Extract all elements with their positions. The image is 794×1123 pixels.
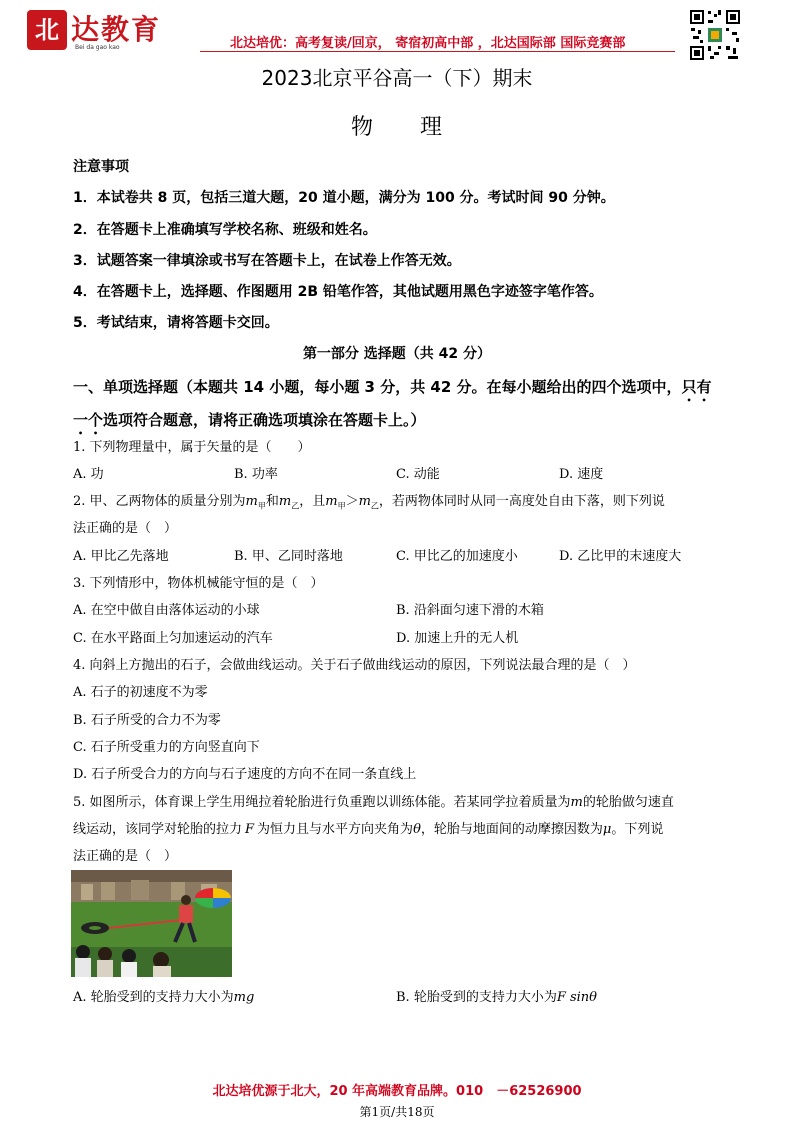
tire-training-photo [71,870,232,977]
header-rule [200,51,675,52]
q5-text-2c: ，轮胎与地面间的动摩擦因数为 [420,822,603,837]
logo-subtext: Bei da gao kao [75,44,120,51]
q2-option-c: C. 甲比乙的加速度小 [396,549,518,564]
q5-option-a-math: mg [233,990,255,1005]
q3-option-b: B. 沿斜面匀速下滑的木箱 [396,603,544,618]
footer-promo: 北达培优源于北大，20 年高端教育品牌。010 －62526900 [212,1084,582,1099]
q2-sub-yi: 乙 [291,501,300,511]
note-item-5: 5．考试结束，请将答题卡交回。 [73,315,279,331]
q4-option-c: C. 石子所受重力的方向竖直向下 [73,740,260,755]
section-emphasis-2: 有一个 [73,378,712,429]
qr-code-icon [688,8,742,62]
q5-option-b-math: F sinθ [556,990,598,1005]
q2-comma: ，且 [299,494,326,509]
q2-stem-line1 [73,490,665,512]
q3-stem: 3. 下列情形中，物体机械能守恒的是（ ） [73,576,324,591]
q5-stem-line3: 法正确的是（ ） [73,849,178,864]
section-heading-pre: 一、单项选择题（本题共 14 小题，每小题 3 分，共 42 分。在每小题给出的四个选项中， [73,378,682,396]
q2-sub-yi-2: 乙 [370,501,379,511]
q5-text-2a: 线运动，该同学对轮胎的拉力 [73,822,243,837]
q5-var-f: F [245,822,255,837]
q5-var-mu: μ [602,822,612,837]
subject-title: 物 理 [350,115,443,140]
q5-stem-line1 [73,791,674,810]
q3-option-c: C. 在水平路面上匀加速运动的汽车 [73,631,273,646]
q5-text-1a: 5. 如图所示，体育课上学生用绳拉着轮胎进行负重跑以训练体能。若某同学拉着质量为 [73,795,571,810]
q1-stem: 1. 下列物理量中，属于矢量的是（ ） [73,440,311,455]
q2-text-rest: ，若两物体同时从同一高度处自由下落，则下列说 [378,494,665,509]
q5-var-m: m [570,795,583,810]
page-number: 第1页/共18页 [359,1105,435,1119]
q2-gt: ＞ [345,494,359,509]
q2-text-1: 2. 甲、乙两物体的质量分别为 [73,494,246,509]
q2-sub-jia: 甲 [257,501,266,511]
q2-option-a: A. 甲比乙先落地 [73,549,169,564]
q5-option-b [396,986,597,1005]
q5-text-2b: 为恒力且与水平方向夹角为 [257,822,414,837]
q4-option-d: D. 石子所受合力的方向与石子速度的方向不在同一条直线上 [73,767,417,782]
q5-stem-line2 [73,818,663,837]
note-item-3: 3．试题答案一律填涂或书写在答题卡上，在试卷上作答无效。 [73,253,461,269]
section-heading [73,372,723,438]
q2-m-jia: m [245,494,258,509]
q2-and: 和 [265,494,279,509]
note-item-4: 4．在答题卡上，选择题、作图题用 2B 铅笔作答，其他试题用黑色字迹签字笔作答。 [73,284,603,300]
q4-option-b: B. 石子所受的合力不为零 [73,713,221,728]
exam-title: 2023北京平谷高一（下）期末 [261,66,533,90]
logo-text: 达教育 [71,13,162,46]
q1-option-d: D. 速度 [559,467,604,482]
q2-m-yi: m [278,494,292,509]
q5-option-a-text: A. 轮胎受到的支持力大小为 [73,990,234,1005]
note-item-2: 2．在答题卡上准确填写学校名称、班级和姓名。 [73,222,377,238]
q1-option-b: B. 功率 [234,467,278,482]
q5-text-2d: 。下列说 [611,822,664,837]
q5-option-a [73,986,254,1005]
q4-option-a: A. 石子的初速度不为零 [73,685,208,700]
q5-var-theta: θ [413,822,421,837]
q4-stem: 4. 向斜上方抛出的石子，会做曲线运动。关于石子做曲线运动的原因，下列说法最合理的是（ ） [73,658,636,673]
logo-seal-mark: 北 [27,10,67,50]
note-item-1: 1．本试卷共 8 页，包括三道大题，20 道小题，满分为 100 分。考试时间 90 分钟。 [73,190,615,206]
q2-sub-jia-2: 甲 [337,501,346,511]
q1-option-c: C. 动能 [396,467,440,482]
notes-heading: 注意事项 [73,159,129,175]
q3-option-d: D. 加速上升的无人机 [396,631,519,646]
brand-logo [27,8,197,53]
q2-option-b: B. 甲、乙同时落地 [234,549,343,564]
q2-m-jia-2: m [325,494,338,509]
part-heading: 第一部分 选择题（共 42 分） [302,346,492,362]
q3-option-a: A. 在空中做自由落体运动的小球 [73,603,260,618]
header-slogan: 北达培优：高考复读/回京， 寄宿初高中部 ，北达国际部 国际竞赛部 [230,36,626,51]
section-heading-post: 选项符合题意，请将正确选项填涂在答题卡上。） [103,411,426,429]
q2-option-d: D. 乙比甲的末速度大 [559,549,682,564]
q5-text-1b: 的轮胎做匀速直 [582,795,674,810]
section-emphasis-1: 只 [681,378,697,396]
q5-option-b-text: B. 轮胎受到的支持力大小为 [396,990,557,1005]
q1-option-a: A. 功 [73,467,104,482]
q2-m-yi-2: m [358,494,371,509]
q2-stem-line2: 法正确的是（ ） [73,521,178,536]
